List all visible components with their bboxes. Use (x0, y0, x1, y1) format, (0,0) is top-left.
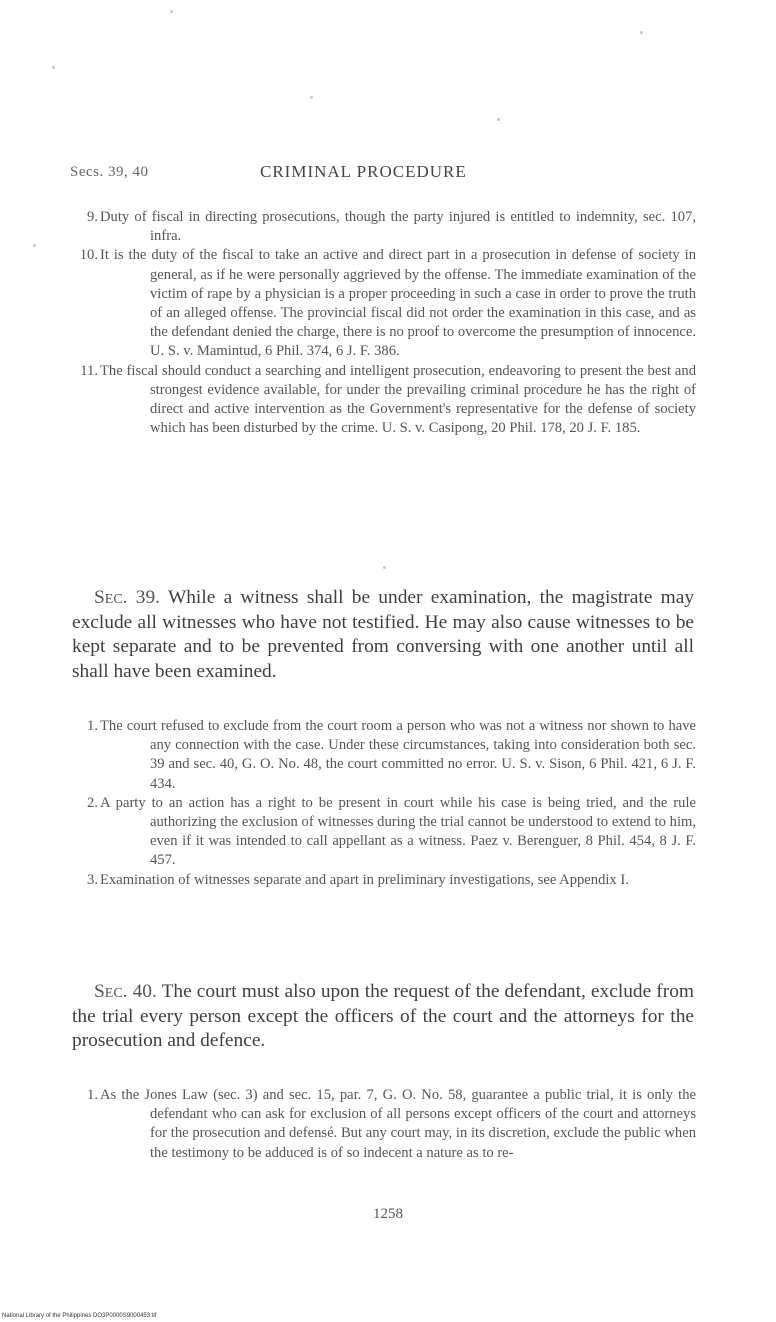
note-39-1: 1. The court refused to exclude from the court room a person who was not a witness nor shown to have any connection with the case. Under these circumstances, taking into consideration both sec. 39 and sec. 40, G. O. No. 48, the court committed no error. U. S. v. Sison, 6 Phil. 421, 6 J. F. 434. (87, 718, 696, 792)
section-40 (72, 980, 694, 1054)
note-9: 9. Duty of fiscal in directing prosecutions, though the party injured is entitled to indemnity, sec. 107, infra. (87, 209, 696, 245)
section-range: Secs. 39, 40 (70, 164, 149, 180)
page-title: CRIMINAL PROCEDURE (260, 162, 467, 181)
notes-top (72, 208, 696, 438)
notes-39 (72, 717, 696, 890)
note-11: 11. The fiscal should conduct a searching and intelligent prosecution, endeavoring to present the best and strongest evidence available, for under the prevailing criminal procedure he has the right of direct and active intervention as the Government's representative for the defense of society which has been disturbed by the crime. U. S. v. Casipong, 20 Phil. 178, 20 J. F. 185. (80, 362, 696, 437)
note-39-2: 2. A party to an action has a right to be present in court while his case is being tried, and the rule authorizing the exclusion of witnesses during the trial cannot be understood to extend to him, even if it was intended to call appellant as a witness. Paez v. Berenguer, 8 Phil. 454, 8 J. F. 457. (87, 794, 696, 869)
running-header (70, 162, 710, 184)
notes-40 (72, 1086, 696, 1163)
note-40-1: 1. As the Jones Law (sec. 3) and sec. 15, par. 7, G. O. No. 58, guarantee a public trial, it is only the defendant who can ask for exclusion of all persons except officers of the court and attorneys for the prosecution and defensé. But any court may, in its discretion, exclude the public when the testimony to be adduced is of so indecent a nature as to re- (87, 1087, 696, 1161)
scan-footer: National Library of the Philippines DO3P0000S9000453.tif (2, 1313, 157, 1319)
section-40-heading: Sec. 40. (94, 981, 157, 1002)
note-10: 10. It is the duty of the fiscal to take an active and direct part in a prosecution in defense of society in general, as if he were personally aggrieved by the offense. The immediate examination of the victim of rape by a physician is a proper proceeding in such a case in order to prove the truth of an alleged offense. The provincial fiscal did not order the examination in this case, and as the defendant denied the charge, there is no proof to overcome the presumption of innocence. U. S. v. Mamintud, 6 Phil. 374, 6 J. F. 386. (79, 247, 696, 360)
section-39 (72, 586, 694, 684)
section-39-text: While a witness shall be under examination, the magistrate may exclude all witnesses who have not testified. He may also cause witnesses to be kept separate and to be prevented from conversing with one another until all shall have been examined. (72, 587, 695, 682)
note-39-3: 3. Examination of witnesses separate and apart in preliminary investigations, see Appendix I. (87, 871, 629, 888)
section-40-text: The court must also upon the request of the defendant, exclude from the trial every person except the officers of the court and the attorneys for the prosecution and defence. (72, 981, 694, 1051)
section-39-heading: Sec. 39. (94, 587, 161, 608)
page-number: 1258 (373, 1206, 403, 1222)
